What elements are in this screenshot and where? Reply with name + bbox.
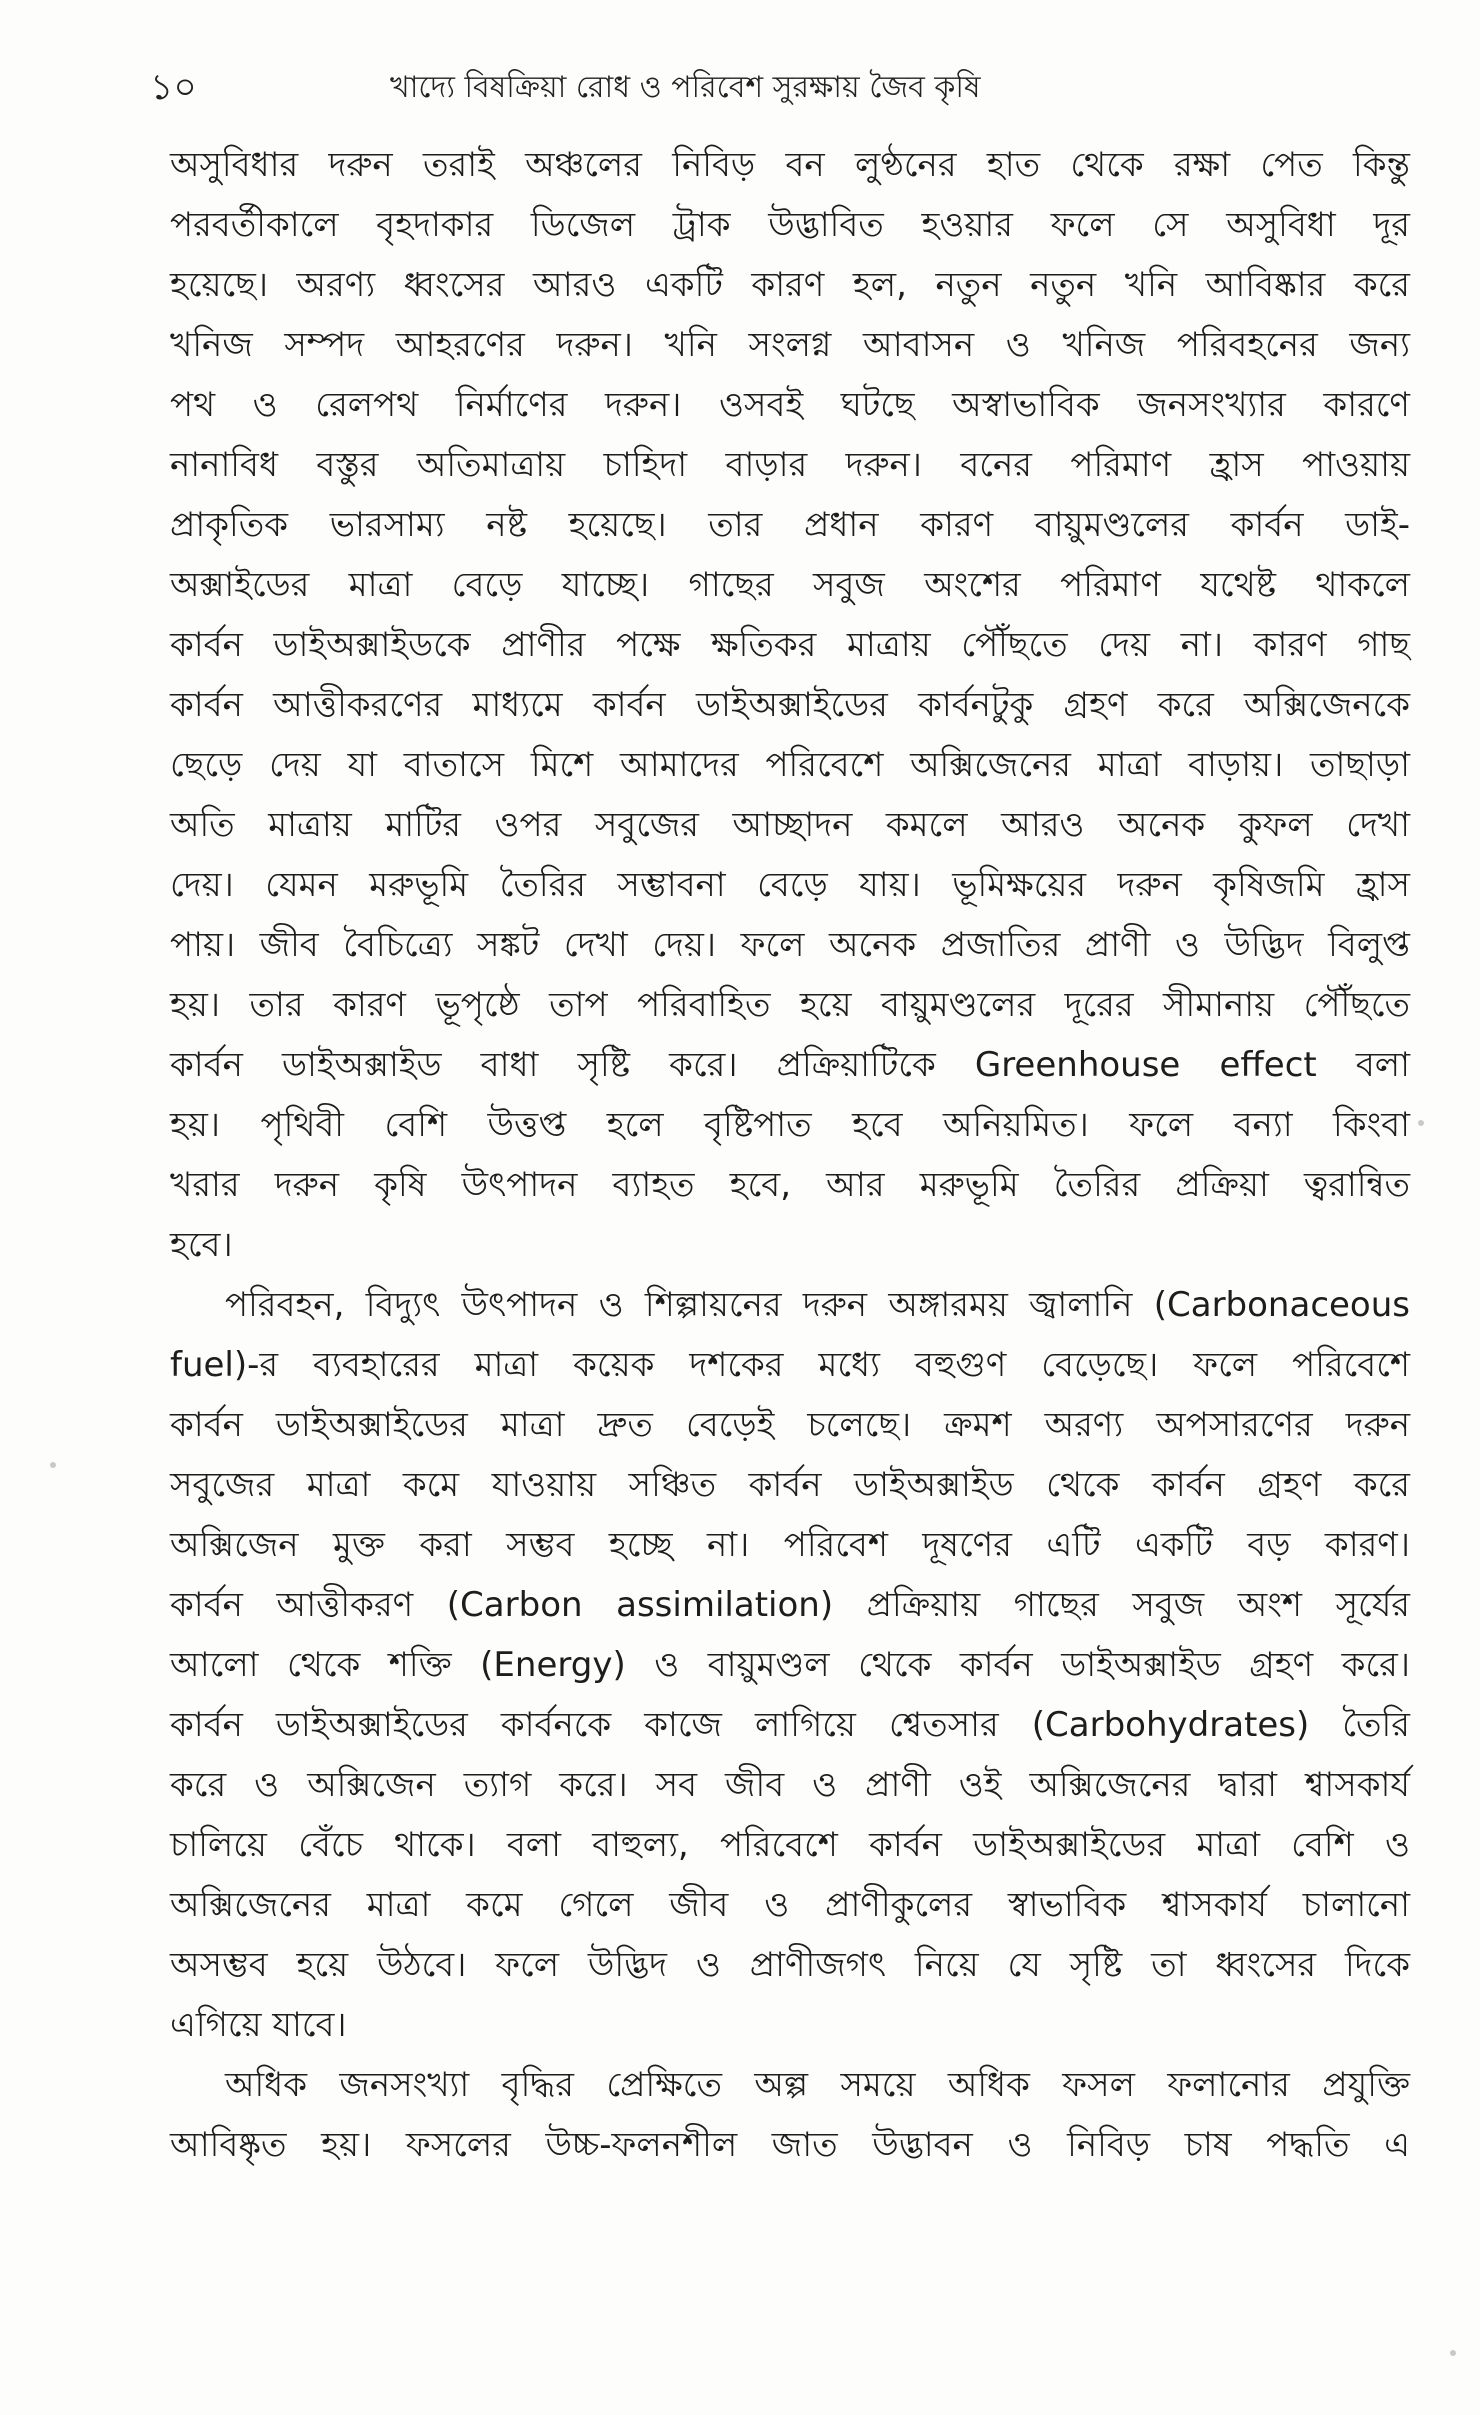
text-line: হয়। তার কারণ ভূপৃষ্ঠে তাপ পরিবাহিত হয়ে বায়ুমণ্ডলের দূরের সীমানায় পৌঁছতে bbox=[170, 985, 1410, 1025]
text-line: সবুজের মাত্রা কমে যাওয়ায় সঞ্চিত কার্বন ডাইঅক্সাইড থেকে কার্বন গ্রহণ করে bbox=[170, 1465, 1410, 1505]
text-line: অধিক জনসংখ্যা বৃদ্ধির প্রেক্ষিতে অল্প সময়ে অধিক ফসল ফলানোর প্রযুক্তি bbox=[225, 2065, 1410, 2105]
text-line: কার্বন আত্তীকরণের মাধ্যমে কার্বন ডাইঅক্সাইডের কার্বনটুকু গ্রহণ করে অক্সিজেনকে bbox=[170, 685, 1410, 725]
text-line: হবে। bbox=[170, 1225, 233, 1265]
text-line: হয়। পৃথিবী বেশি উত্তপ্ত হলে বৃষ্টিপাত হবে অনিয়মিত। ফলে বন্যা কিংবা bbox=[170, 1105, 1410, 1145]
paper-speck bbox=[1450, 2350, 1456, 2356]
body-text bbox=[170, 135, 1410, 2175]
text-line: fuel)-র ব্যবহারের মাত্রা কয়েক দশকের মধ্যে বহুগুণ বেড়েছে। ফলে পরিবেশে bbox=[170, 1345, 1410, 1385]
text-line: পরবর্তীকালে বৃহদাকার ডিজেল ট্রাক উদ্ভাবিত হওয়ার ফলে সে অসুবিধা দূর bbox=[170, 205, 1410, 245]
text-line: পরিবহন, বিদ্যুৎ উৎপাদন ও শিল্পায়নের দরুন অঙ্গারময় জ্বালানি (Carbonaceous bbox=[225, 1285, 1410, 1325]
text-line: খরার দরুন কৃষি উৎপাদন ব্যাহত হবে, আর মরুভূমি তৈরির প্রক্রিয়া ত্বরান্বিত bbox=[170, 1165, 1410, 1205]
text-line: এগিয়ে যাবে। bbox=[170, 2005, 347, 2045]
text-line: কার্বন আত্তীকরণ (Carbon assimilation) প্রক্রিয়ায় গাছের সবুজ অংশ সূর্যের bbox=[170, 1585, 1410, 1625]
text-line: আলো থেকে শক্তি (Energy) ও বায়ুমণ্ডল থেকে কার্বন ডাইঅক্সাইড গ্রহণ করে। bbox=[170, 1645, 1410, 1685]
paper-speck bbox=[50, 1462, 56, 1468]
text-line: অক্সাইডের মাত্রা বেড়ে যাচ্ছে। গাছের সবুজ অংশের পরিমাণ যথেষ্ট থাকলে bbox=[170, 565, 1410, 605]
text-line: চালিয়ে বেঁচে থাকে। বলা বাহুল্য, পরিবেশে কার্বন ডাইঅক্সাইডের মাত্রা বেশি ও bbox=[170, 1825, 1410, 1865]
text-line: কার্বন ডাইঅক্সাইডকে প্রাণীর পক্ষে ক্ষতিকর মাত্রায় পৌঁছতে দেয় না। কারণ গাছ bbox=[170, 625, 1410, 665]
text-line: পথ ও রেলপথ নির্মাণের দরুন। ওসবই ঘটছে অস্বাভাবিক জনসংখ্যার কারণে bbox=[170, 385, 1410, 425]
text-line: অসম্ভব হয়ে উঠবে। ফলে উদ্ভিদ ও প্রাণীজগৎ নিয়ে যে সৃষ্টি তা ধ্বংসের দিকে bbox=[170, 1945, 1410, 1985]
text-line: পায়। জীব বৈচিত্র্যে সঙ্কট দেখা দেয়। ফলে অনেক প্রজাতির প্রাণী ও উদ্ভিদ বিলুপ্ত bbox=[170, 925, 1410, 965]
page-number: ১০ bbox=[150, 67, 197, 108]
text-line: আবিষ্কৃত হয়। ফসলের উচ্চ-ফলনশীল জাত উদ্ভাবন ও নিবিড় চাষ পদ্ধতি এ bbox=[170, 2125, 1410, 2165]
text-line: দেয়। যেমন মরুভূমি তৈরির সম্ভাবনা বেড়ে যায়। ভূমিক্ষয়ের দরুন কৃষিজমি হ্রাস bbox=[170, 865, 1410, 905]
paper-speck bbox=[1418, 1120, 1424, 1126]
text-line: হয়েছে। অরণ্য ধ্বংসের আরও একটি কারণ হল, নতুন নতুন খনি আবিষ্কার করে bbox=[170, 265, 1410, 305]
text-line: অসুবিধার দরুন তরাই অঞ্চলের নিবিড় বন লুণ্ঠনের হাত থেকে রক্ষা পেত কিন্তু bbox=[170, 145, 1410, 185]
paragraph-3 bbox=[170, 2055, 1410, 2175]
paragraph-1 bbox=[170, 135, 1410, 1275]
text-line: ছেড়ে দেয় যা বাতাসে মিশে আমাদের পরিবেশে অক্সিজেনের মাত্রা বাড়ায়। তাছাড়া bbox=[170, 745, 1410, 785]
text-line: অতি মাত্রায় মাটির ওপর সবুজের আচ্ছাদন কমলে আরও অনেক কুফল দেখা bbox=[170, 805, 1410, 845]
text-line: প্রাকৃতিক ভারসাম্য নষ্ট হয়েছে। তার প্রধান কারণ বায়ুমণ্ডলের কার্বন ডাই- bbox=[170, 505, 1410, 545]
text-line: করে ও অক্সিজেন ত্যাগ করে। সব জীব ও প্রাণী ওই অক্সিজেনের দ্বারা শ্বাসকার্য bbox=[170, 1765, 1410, 1805]
text-line: কার্বন ডাইঅক্সাইডের মাত্রা দ্রুত বেড়েই চলেছে। ক্রমশ অরণ্য অপসারণের দরুন bbox=[170, 1405, 1410, 1445]
text-line: কার্বন ডাইঅক্সাইডের কার্বনকে কাজে লাগিয়ে শ্বেতসার (Carbohydrates) তৈরি bbox=[170, 1705, 1410, 1745]
paragraph-2 bbox=[170, 1275, 1410, 2055]
page-header bbox=[140, 58, 1400, 118]
running-title: খাদ্যে বিষক্রিয়া রোধ ও পরিবেশ সুরক্ষায় জৈব কৃষি bbox=[390, 70, 981, 105]
text-line: অক্সিজেন মুক্ত করা সম্ভব হচ্ছে না। পরিবেশ দূষণের এটি একটি বড় কারণ। bbox=[170, 1525, 1410, 1565]
text-line: নানাবিধ বস্তুর অতিমাত্রায় চাহিদা বাড়ার দরুন। বনের পরিমাণ হ্রাস পাওয়ায় bbox=[170, 445, 1410, 485]
text-line: খনিজ সম্পদ আহরণের দরুন। খনি সংলগ্ন আবাসন ও খনিজ পরিবহনের জন্য bbox=[170, 325, 1410, 365]
text-line: অক্সিজেনের মাত্রা কমে গেলে জীব ও প্রাণীকুলের স্বাভাবিক শ্বাসকার্য চালানো bbox=[170, 1885, 1410, 1925]
text-line: কার্বন ডাইঅক্সাইড বাধা সৃষ্টি করে। প্রক্রিয়াটিকে Greenhouse effect বলা bbox=[170, 1045, 1410, 1085]
